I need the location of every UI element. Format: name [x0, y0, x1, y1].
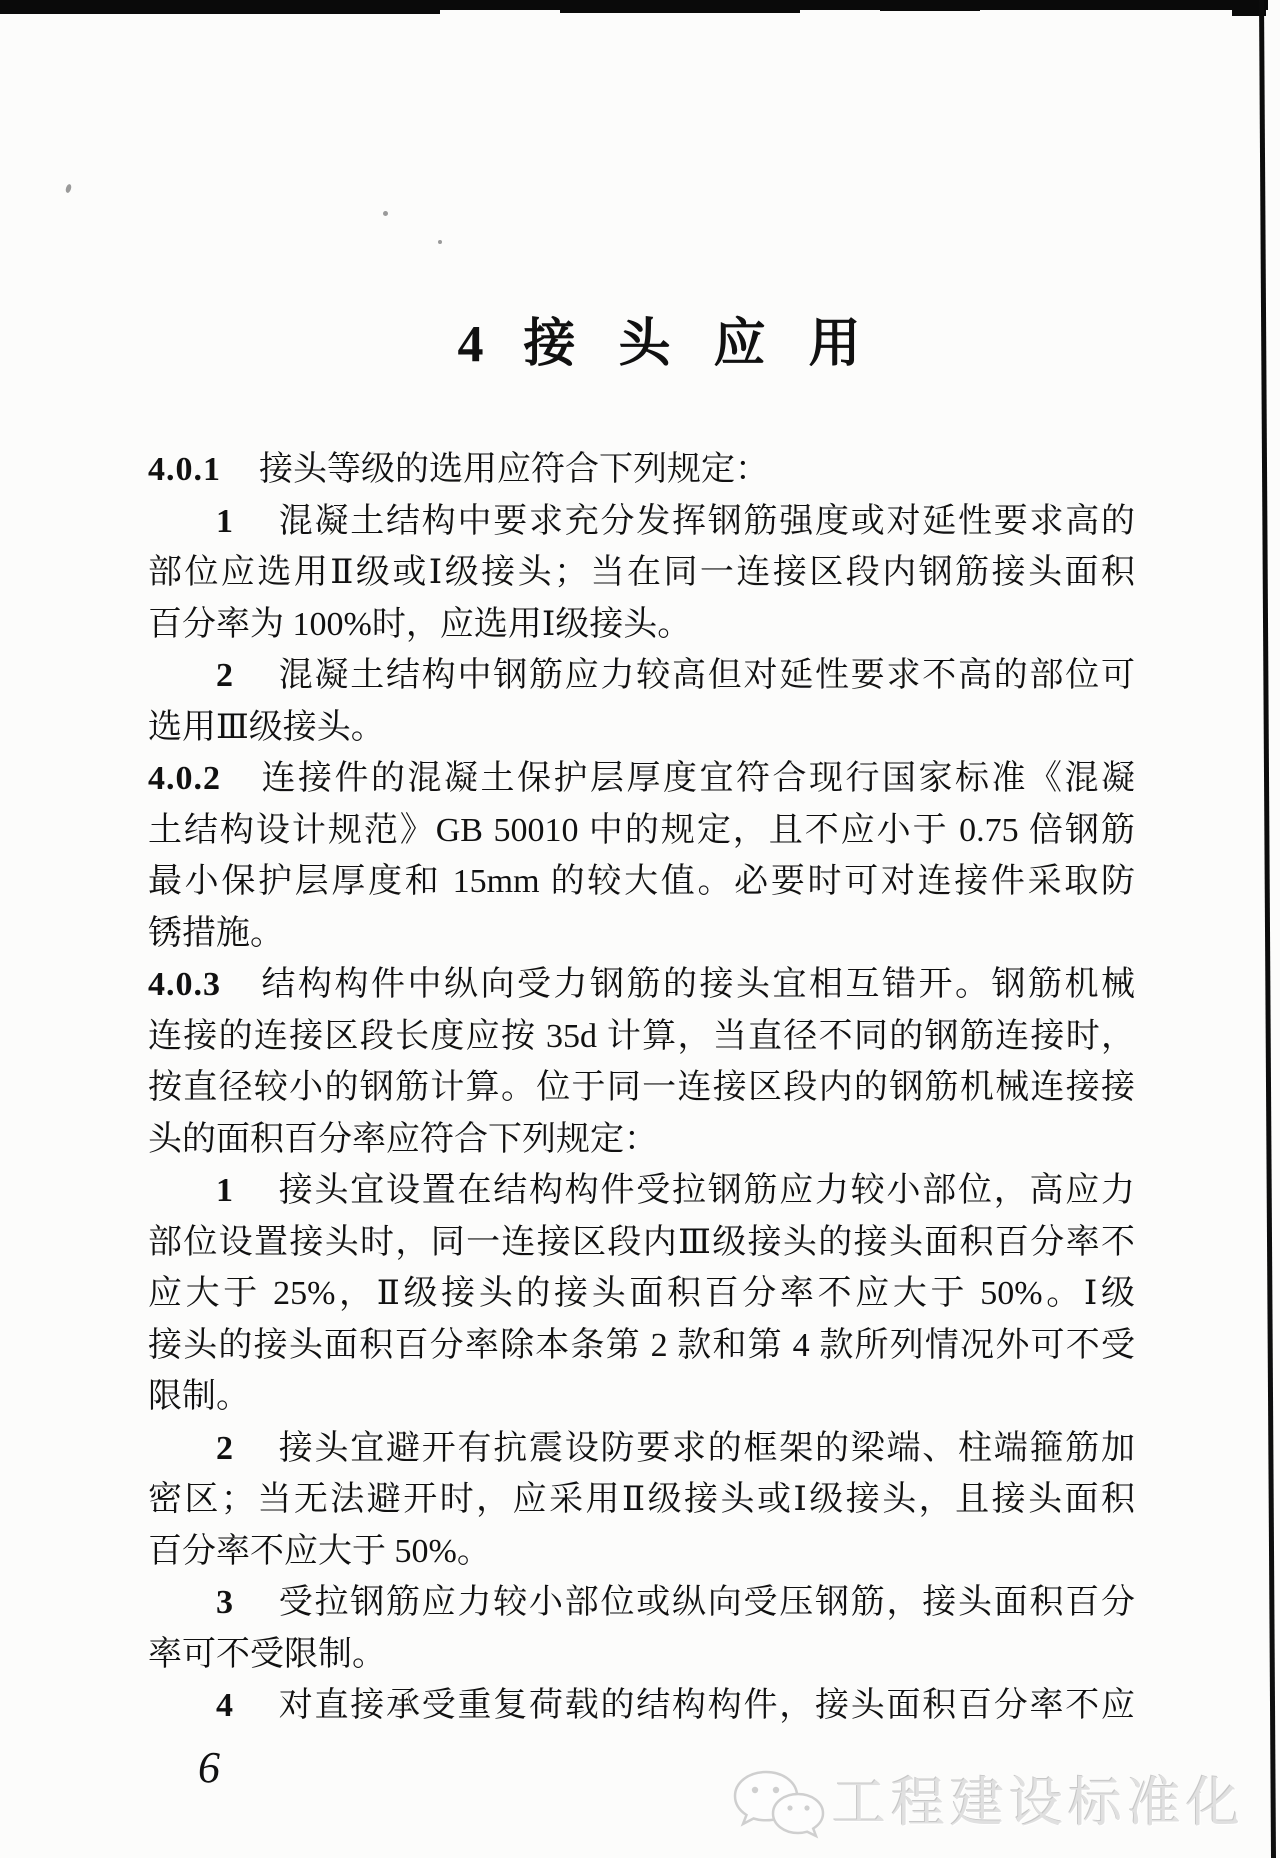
clause-text: 最小保护层厚度和 15mm 的较大值。必要时可对连接件采取防 — [148, 863, 1135, 900]
clause-text: 按直径较小的钢筋计算。位于同一连接区段内的钢筋机械连接接 — [148, 1069, 1135, 1106]
clause-text: 限制。 — [148, 1378, 250, 1415]
watermark-text: 工程建设标准化 — [832, 1773, 1245, 1833]
text-line — [148, 1526, 1135, 1578]
text-line — [148, 753, 1135, 805]
clause-number: 4 — [216, 1687, 233, 1724]
text-line — [148, 959, 1135, 1011]
clause-text: 密区；当无法避开时，应采用Ⅱ级接头或Ⅰ级接头，且接头面积 — [148, 1481, 1135, 1518]
clause-text: 对直接承受重复荷载的结构构件，接头面积百分率不应 — [277, 1687, 1135, 1724]
text-line — [148, 650, 1135, 702]
clause-text: 部位应选用Ⅱ级或Ⅰ级接头；当在同一连接区段内钢筋接头面积 — [148, 554, 1135, 591]
scan-artifact-right-line — [1259, 0, 1276, 1858]
wechat-icon — [728, 1766, 832, 1840]
body-lines — [148, 444, 1135, 1732]
chapter-heading — [160, 316, 1160, 373]
chapter-number: 4 — [457, 316, 484, 373]
clause-text: 混凝土结构中钢筋应力较高但对延性要求不高的部位可 — [277, 657, 1135, 694]
text-line — [148, 1577, 1135, 1629]
clause-text: 连接件的混凝土保护层厚度宜符合现行国家标准《混凝 — [259, 760, 1135, 797]
scan-speck — [438, 240, 442, 244]
clause-number: 2 — [216, 657, 233, 694]
scan-artifact-top-bar — [0, 0, 440, 14]
clause-number: 2 — [216, 1429, 233, 1467]
text-line — [148, 1474, 1135, 1526]
text-line — [148, 1011, 1135, 1063]
text-line — [148, 1680, 1135, 1732]
text-line — [148, 805, 1135, 857]
text-line — [148, 908, 1135, 960]
clause-text: 接头的接头面积百分率除本条第 2 款和第 4 款所列情况外可不受 — [148, 1326, 1135, 1364]
clause-number: 4.0.3 — [148, 966, 221, 1003]
text-line — [148, 1217, 1135, 1269]
text-line — [148, 547, 1135, 599]
clause-number: 1 — [216, 1172, 233, 1209]
clause-text: 选用Ⅲ级接头。 — [148, 708, 385, 746]
clause-text: 锈措施。 — [148, 914, 284, 952]
scan-artifact-top-bar — [560, 0, 800, 13]
watermark — [728, 1766, 1245, 1840]
clause-number: 4.0.1 — [148, 451, 221, 488]
page-number: 6 — [198, 1743, 220, 1792]
text-line — [148, 856, 1135, 908]
clause-text: 百分率为 100%时，应选用Ⅰ级接头。 — [148, 605, 692, 643]
text-line — [148, 1423, 1135, 1475]
clause-text: 接头宜设置在结构构件受拉钢筋应力较小部位，高应力 — [277, 1172, 1135, 1209]
scan-speck — [65, 183, 73, 193]
clause-text: 接头等级的选用应符合下列规定： — [259, 451, 769, 488]
text-line — [148, 599, 1135, 651]
clause-text: 土结构设计规范》GB 50010 中的规定，且不应小于 0.75 倍钢筋 — [148, 811, 1135, 849]
text-line — [148, 1268, 1135, 1320]
clause-text: 混凝土结构中要求充分发挥钢筋强度或对延性要求高的 — [277, 502, 1135, 540]
scan-speck — [383, 211, 388, 216]
text-line — [148, 444, 1135, 496]
scan-artifact-top-bar — [880, 0, 980, 11]
clause-text: 百分率不应大于 50%。 — [148, 1532, 491, 1570]
clause-number: 1 — [216, 502, 233, 540]
clause-text: 连接的连接区段长度应按 35d 计算，当直径不同的钢筋连接时， — [148, 1017, 1135, 1055]
clause-text: 部位设置接头时，同一连接区段内Ⅲ级接头的接头面积百分率不 — [148, 1223, 1135, 1261]
clause-text: 应大于 25%，Ⅱ级接头的接头面积百分率不应大于 50%。Ⅰ级 — [148, 1275, 1135, 1312]
clause-text: 接头宜避开有抗震设防要求的框架的梁端、柱端箍筋加 — [277, 1429, 1135, 1467]
text-line — [148, 496, 1135, 548]
clause-text: 头的面积百分率应符合下列规定： — [148, 1120, 658, 1158]
chapter-title: 接 头 应 用 — [523, 316, 863, 373]
text-line — [148, 1114, 1135, 1166]
text-line — [148, 1371, 1135, 1423]
text-line — [148, 702, 1135, 754]
text-line — [148, 1629, 1135, 1681]
text-line — [148, 1062, 1135, 1114]
clause-number: 4.0.2 — [148, 760, 221, 797]
text-line — [148, 1320, 1135, 1372]
text-line — [148, 1165, 1135, 1217]
clause-text: 结构构件中纵向受力钢筋的接头宜相互错开。钢筋机械 — [259, 966, 1135, 1003]
clause-text: 率可不受限制。 — [148, 1635, 386, 1673]
clause-number: 3 — [216, 1584, 233, 1621]
clause-text: 受拉钢筋应力较小部位或纵向受压钢筋，接头面积百分 — [277, 1584, 1135, 1621]
